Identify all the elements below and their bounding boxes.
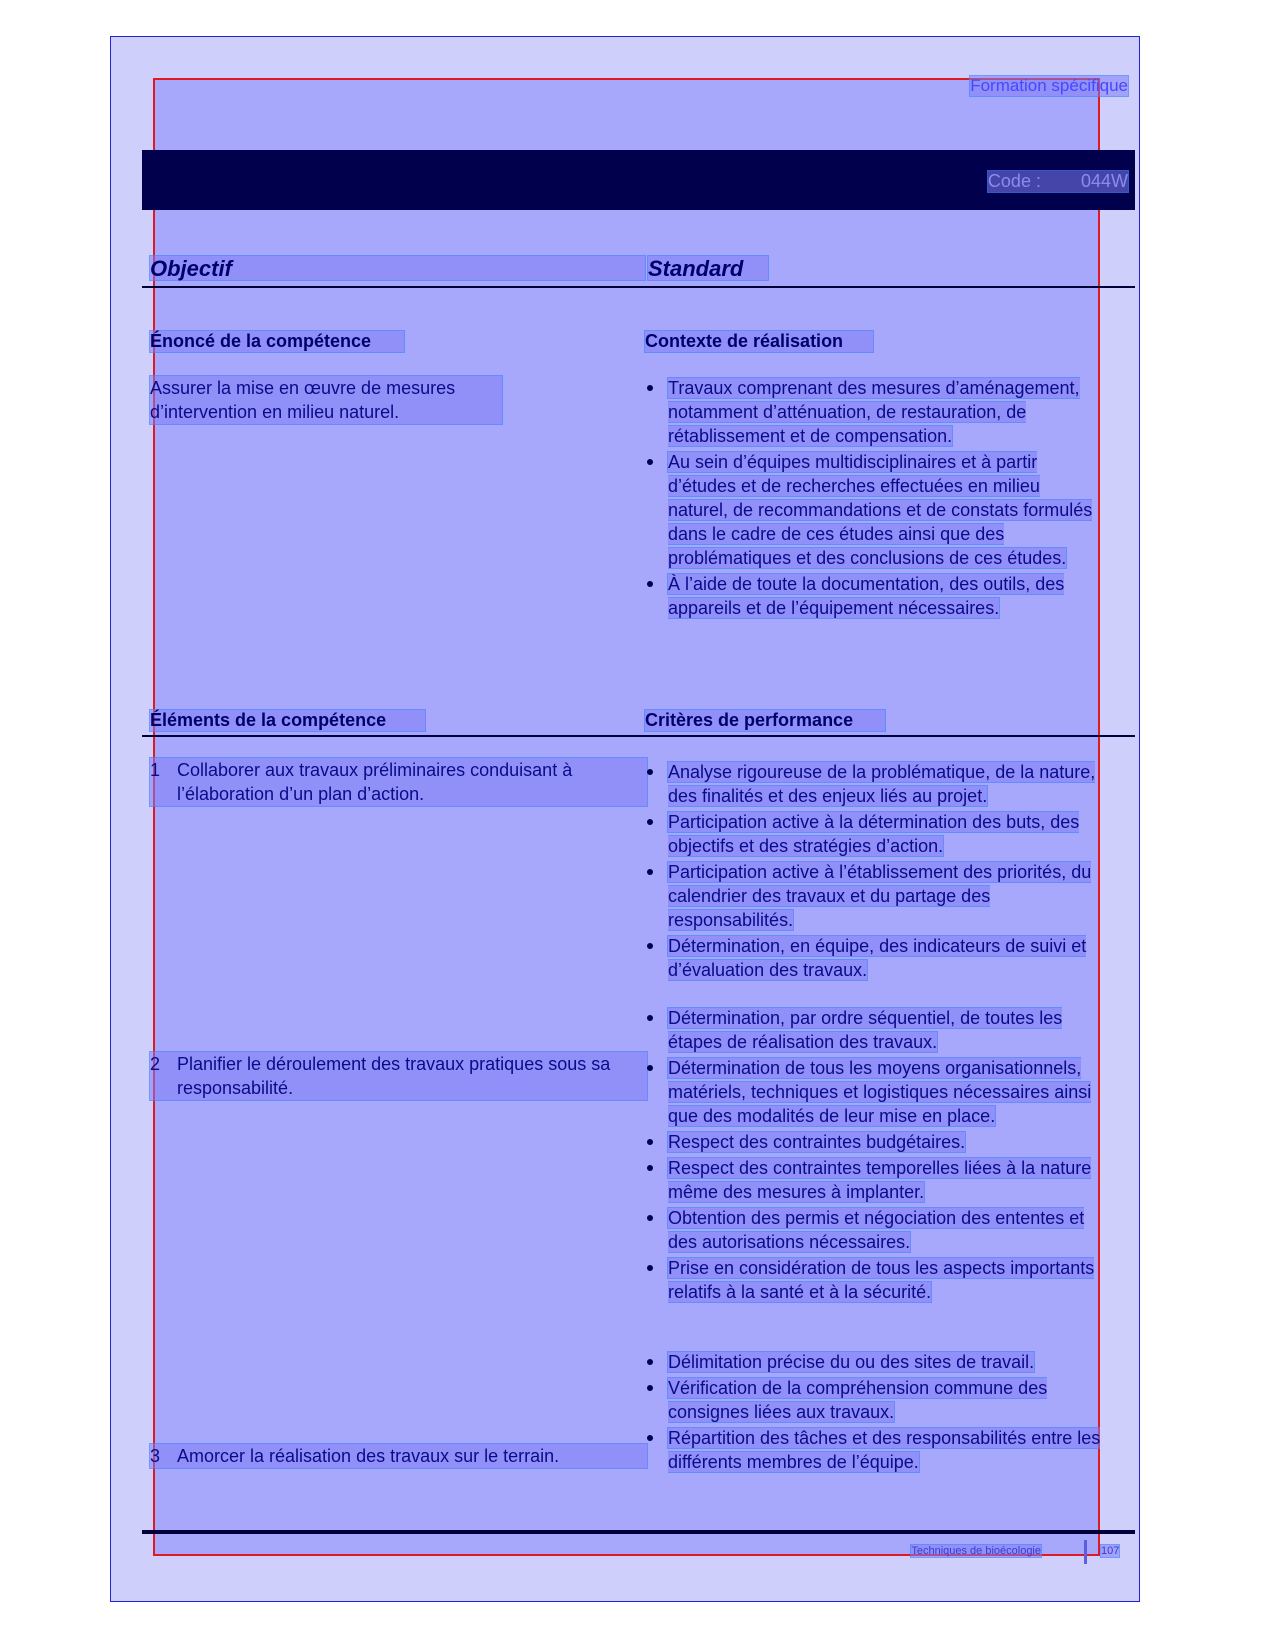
- bullet-icon: [647, 1265, 653, 1271]
- heading-rule: [142, 286, 1135, 288]
- criteria-list-3: [645, 1350, 1115, 1476]
- bullet-icon: [647, 1215, 653, 1221]
- footer-page-number: 107: [1101, 1545, 1120, 1557]
- criterion-text: Détermination, en équipe, des indicateurs de suivi et d’évaluation des travaux.: [668, 936, 1087, 980]
- objectif-heading: Objectif: [150, 256, 645, 280]
- list-item: [645, 1206, 1115, 1254]
- criteria-list-2: [645, 1006, 1115, 1306]
- bullet-icon: [647, 943, 653, 949]
- contexte-item-text: À l’aide de toute la documentation, des outils, des appareils et de l’équipement nécessaires.: [668, 574, 1065, 618]
- bullet-icon: [647, 1139, 653, 1145]
- enonce-title: Énoncé de la compétence: [150, 331, 404, 352]
- list-item: [645, 572, 1097, 620]
- contexte-item-text: Au sein d’équipes multidisciplinaires et à partir d’études et de recherches effectuées en milieu naturel, de recommandations et de constats formulés dans le cadre de ces études ainsi que des problématiques et des conclusions de ces études.: [668, 452, 1093, 568]
- criterion-text: Analyse rigoureuse de la problématique, de la nature, des finalités et des enjeux liés au projet.: [668, 762, 1096, 806]
- footer-separator: [1084, 1540, 1087, 1564]
- element-3: [150, 1444, 647, 1468]
- bullet-icon: [647, 1359, 653, 1365]
- list-item: [645, 1426, 1115, 1474]
- header-label: Formation spécifique: [970, 76, 1128, 95]
- contexte-item-text: Travaux comprenant des mesures d’aménagement, notamment d’atténuation, de restauration, de rétablissement et de compensation.: [668, 378, 1080, 446]
- code-band: [142, 150, 1135, 210]
- element-text: Collaborer aux travaux préliminaires conduisant à l’élaboration d’un plan d’action.: [177, 760, 573, 804]
- list-item: [645, 1130, 1115, 1154]
- elements-rule: [142, 735, 1135, 737]
- list-item: [645, 810, 1115, 858]
- criteres-title: Critères de performance: [645, 710, 885, 731]
- element-1: [150, 758, 647, 806]
- bullet-icon: [647, 1015, 653, 1021]
- list-item: [645, 1006, 1115, 1054]
- contexte-title: Contexte de réalisation: [645, 331, 873, 352]
- criteria-list-1: [645, 760, 1115, 984]
- bullet-icon: [647, 1165, 653, 1171]
- list-item: [645, 1256, 1115, 1304]
- elements-title: Éléments de la compétence: [150, 710, 425, 731]
- footer-program: Techniques de bioécologie: [911, 1545, 1041, 1557]
- element-number: 2: [150, 1054, 161, 1074]
- criterion-text: Participation active à l’établissement des priorités, du calendrier des travaux et du partage des responsabilités.: [668, 862, 1092, 930]
- criterion-text: Prise en considération de tous les aspects importants relatifs à la santé et à la sécurité.: [668, 1258, 1095, 1302]
- element-number: 1: [150, 760, 161, 780]
- criterion-text: Vérification de la compréhension commune des consignes liées aux travaux.: [668, 1378, 1048, 1422]
- bullet-icon: [647, 385, 653, 391]
- criterion-text: Répartition des tâches et des responsabilités entre les différents membres de l’équipe.: [668, 1428, 1101, 1472]
- list-item: [645, 934, 1115, 982]
- bullet-icon: [647, 581, 653, 587]
- list-item: [645, 450, 1097, 570]
- element-2: [150, 1052, 647, 1100]
- bullet-icon: [647, 459, 653, 465]
- list-item: [645, 1156, 1115, 1204]
- list-item: [645, 1056, 1115, 1128]
- list-item: [645, 860, 1115, 932]
- bullet-icon: [647, 1435, 653, 1441]
- criterion-text: Délimitation précise du ou des sites de travail.: [668, 1352, 1035, 1372]
- code-prefix: Code :: [987, 171, 1041, 191]
- element-text: Amorcer la réalisation des travaux sur le terrain.: [177, 1446, 560, 1466]
- element-text: Planifier le déroulement des travaux pratiques sous sa responsabilité.: [177, 1054, 611, 1098]
- bullet-icon: [647, 769, 653, 775]
- element-number: 3: [150, 1446, 161, 1466]
- bullet-icon: [647, 1065, 653, 1071]
- list-item: [645, 760, 1115, 808]
- criterion-text: Obtention des permis et négociation des ententes et des autorisations nécessaires.: [668, 1208, 1085, 1252]
- bullet-icon: [647, 819, 653, 825]
- code-label: [988, 171, 1128, 192]
- standard-heading: Standard: [648, 256, 768, 280]
- criterion-text: Respect des contraintes temporelles liées à la nature même des mesures à implanter.: [668, 1158, 1092, 1202]
- list-item: [645, 376, 1097, 448]
- list-item: [645, 1376, 1115, 1424]
- criterion-text: Détermination de tous les moyens organisationnels, matériels, techniques et logistiques nécessaires ainsi que des modalités de leur mise en place.: [668, 1058, 1092, 1126]
- criterion-text: Détermination, par ordre séquentiel, de toutes les étapes de réalisation des travaux.: [668, 1008, 1063, 1052]
- criterion-text: Participation active à la détermination des buts, des objectifs et des stratégies d’action.: [668, 812, 1080, 856]
- list-item: [645, 1350, 1115, 1374]
- code-value: 044W: [1080, 171, 1128, 191]
- criterion-text: Respect des contraintes budgétaires.: [668, 1132, 966, 1152]
- footer-rule: [142, 1530, 1135, 1534]
- enonce-text: Assurer la mise en œuvre de mesures d’intervention en milieu naturel.: [150, 376, 502, 424]
- contexte-list: [645, 376, 1097, 622]
- bullet-icon: [647, 1385, 653, 1391]
- bullet-icon: [647, 869, 653, 875]
